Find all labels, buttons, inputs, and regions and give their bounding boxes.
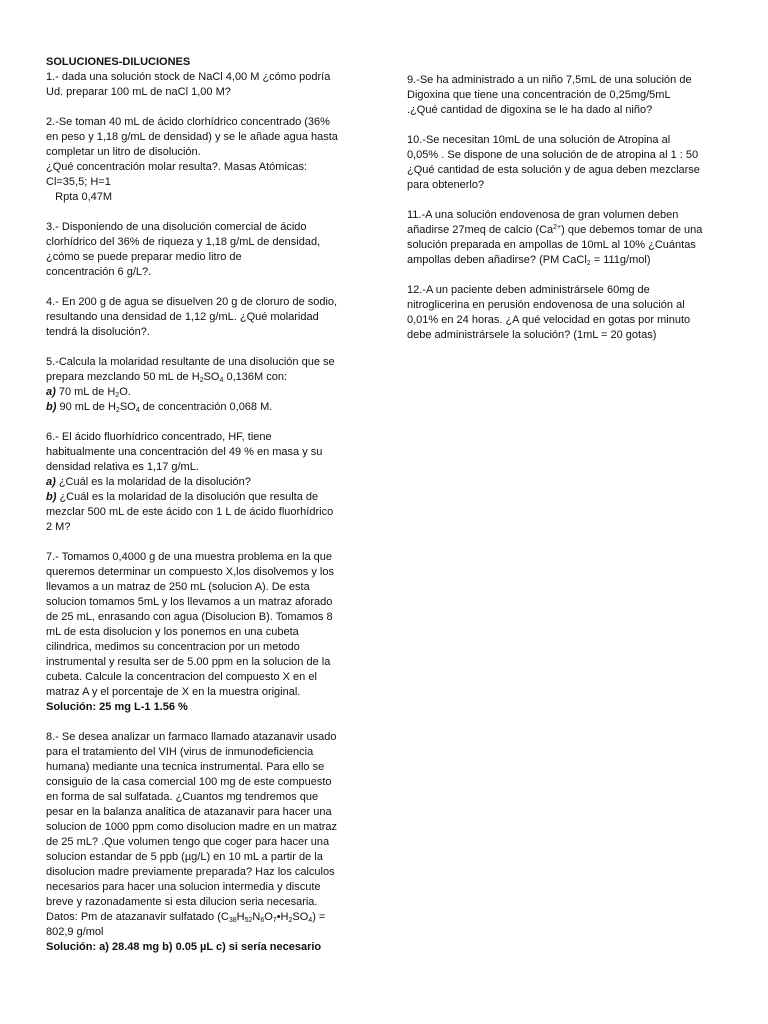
problem-line: densidad relativa es 1,17 g/mL. xyxy=(46,461,199,473)
datos-line: 802,9 g/mol xyxy=(46,926,104,938)
problem-line: matraz A y el porcentaje de X en la muestra original. xyxy=(46,686,301,698)
problem-line: 4.- En 200 g de agua se disuelven 20 g de cloruro de sodio, xyxy=(46,296,338,308)
problem-line: en peso y 1,18 g/mL de densidad) y se le añade agua hasta xyxy=(46,131,338,143)
problem-7 xyxy=(46,550,366,715)
problem-line: 2.-Se toman 40 mL de ácido clorhídrico concentrado (36% xyxy=(46,116,330,128)
problem-line: Ud. preparar 100 mL de naCl 1,00 M? xyxy=(46,86,231,98)
problem-line: instrumental y resulta ser de 5.00 ppm en la solucion de la xyxy=(46,656,331,668)
problem-line: mL de esta disolucion y los ponemos en una cubeta xyxy=(46,626,299,638)
problem-line: breve y razonadamente si esta dilucion seria necesaria. xyxy=(46,896,318,908)
solution-line: Solución: a) 28.48 mg b) 0.05 µL c) si sería necesario xyxy=(46,941,322,953)
problem-line: solucion estandar de 5 ppb (µg/L) en 10 mL a partir de la xyxy=(46,851,323,863)
problem-10 xyxy=(407,133,727,193)
problem-line: para el tratamiento del VIH (virus de inmunodeficiencia xyxy=(46,746,314,758)
problem-line: solucion tomamos 5mL y los llevamos a un matraz aforado xyxy=(46,596,333,608)
problem-line: para obtenerlo? xyxy=(407,179,485,191)
option-b: b) ¿Cuál es la molaridad de la disolución que resulta de xyxy=(46,491,319,503)
problem-line: prepara mezclando 50 mL de $H_2SO_4$ 0,136M con: xyxy=(46,371,287,384)
answer-line: Rpta 0,47M xyxy=(46,191,113,203)
problem-line: ampollas deben añadirse? (PM CaCl$_2$ = 111g/mol) xyxy=(407,254,651,267)
problem-line: llevamos a un matraz de 250 mL (solucion A). De esta xyxy=(46,581,310,593)
problem-line: 0,01% en 24 horas. ¿A qué velocidad en gotas por minuto xyxy=(407,314,691,326)
option-b: b) 90 mL de $H_2SO_4$ de concentración 0,068 M. xyxy=(46,401,273,414)
problem-4 xyxy=(46,295,366,340)
problem-line: necesarios para hacer una solucion intermedia y discute xyxy=(46,881,321,893)
problem-line: .¿Qué cantidad de digoxina se le ha dado al niño? xyxy=(407,104,653,116)
problem-9 xyxy=(407,73,727,118)
problem-line: Digoxina que tiene una concentración de 0,25mg/5mL xyxy=(407,89,671,101)
problem-8 xyxy=(46,730,366,955)
problem-line: ¿cómo se puede preparar medio litro de xyxy=(46,251,242,263)
problem-line: 2 M? xyxy=(46,521,71,533)
problem-line: pesar en la balanza analitica de atazanavir para hacer una xyxy=(46,806,332,818)
problem-line: 11.-A una solución endovenosa de gran volumen deben xyxy=(407,209,679,221)
problem-line: añadirse 27meq de calcio $(Ca^{2+})$ que debemos tomar de una xyxy=(407,224,703,236)
right-column xyxy=(407,73,727,343)
problem-line: 12.-A un paciente deben administrársele 60mg de xyxy=(407,284,650,296)
problem-3 xyxy=(46,220,366,280)
solution-line: Solución: 25 mg L-1 1.56 % xyxy=(46,701,188,713)
problem-line: solucion de 1000 ppm como disolucion madre en un matraz xyxy=(46,821,338,833)
problem-line: ¿Qué cantidad de esta solución y de agua deben mezclarse xyxy=(407,164,700,176)
datos-line: Datos: Pm de atazanavir sulfatado $(C_{38}H_{52}N_6O_7•H_2SO_4)$ = xyxy=(46,911,326,924)
problem-line: 7.- Tomamos 0,4000 g de una muestra problema en la que xyxy=(46,551,332,563)
problem-line: consiguio de la casa comercial 100 mg de este compuesto xyxy=(46,776,332,788)
left-column xyxy=(46,55,366,955)
problem-line: concentración 6 g/L?. xyxy=(46,266,152,278)
problem-line: queremos determinar un compuesto X,los disolvemos y los xyxy=(46,566,334,578)
problem-6 xyxy=(46,430,366,535)
problem-line: humana) mediante una tecnica instrumental. Para ello se xyxy=(46,761,325,773)
problem-line: debe administrársele la solución? (1mL = 20 gotas) xyxy=(407,329,657,341)
problem-line: habitualmente una concentración del 49 % en masa y su xyxy=(46,446,323,458)
problem-line: de 25 mL, enrasando con agua (Disolucion B). Tomamos 8 xyxy=(46,611,333,623)
problem-line: cubeta. Calcule la concentracion del compuesto X en el xyxy=(46,671,317,683)
problem-2 xyxy=(46,115,366,205)
problem-12 xyxy=(407,283,727,343)
document-title: SOLUCIONES-DILUCIONES xyxy=(46,56,191,68)
problem-line: Cl=35,5; H=1 xyxy=(46,176,111,188)
problem-line: cilindrica, medimos su concentracion por un metodo xyxy=(46,641,300,653)
problem-line: 6.- El ácido fluorhídrico concentrado, HF, tiene xyxy=(46,431,272,443)
problem-line: ¿Qué concentración molar resulta?. Masas Atómicas: xyxy=(46,161,308,173)
problem-line: solución preparada en ampollas de 10mL al 10% ¿Cuántas xyxy=(407,239,696,251)
problem-line: 10.-Se necesitan 10mL de una solución de Atropina al xyxy=(407,134,671,146)
option-a: a) 70 mL de $H_2O$. xyxy=(46,386,131,399)
problem-line: 5.-Calcula la molaridad resultante de una disolución que se xyxy=(46,356,335,368)
problem-5 xyxy=(46,355,366,415)
problem-line: 8.- Se desea analizar un farmaco llamado atazanavir usado xyxy=(46,731,337,743)
problem-line: 3.- Disponiendo de una disolución comercial de ácido xyxy=(46,221,307,233)
problem-1 xyxy=(46,70,366,100)
problem-line: de 25 mL? .Que volumen tengo que coger para hacer una xyxy=(46,836,330,848)
problem-11 xyxy=(407,208,727,268)
problem-line: 9.-Se ha administrado a un niño 7,5mL de una solución de xyxy=(407,74,692,86)
problem-line: resultando una densidad de 1,12 g/mL. ¿Qué molaridad xyxy=(46,311,319,323)
problem-line: tendrá la disolución?. xyxy=(46,326,150,338)
problem-line: mezclar 500 mL de este ácido con 1 L de ácido fluorhídrico xyxy=(46,506,334,518)
option-a: a) ¿Cuál es la molaridad de la disolución? xyxy=(46,476,251,488)
problem-line: completar un litro de disolución. xyxy=(46,146,201,158)
problem-line: clorhídrico del 36% de riqueza y 1,18 g/mL de densidad, xyxy=(46,236,321,248)
problem-line: 1.- dada una solución stock de NaCl 4,00 M ¿cómo podría xyxy=(46,71,331,83)
problem-line: 0,05% . Se dispone de una solución de de atropina al 1 : 50 xyxy=(407,149,699,161)
problem-line: en forma de sal sulfatada. ¿Cuantos mg tendremos que xyxy=(46,791,319,803)
problem-line: disolucion madre previamente preparada? Haz los calculos xyxy=(46,866,335,878)
problem-line: nitroglicerina en perusión endovenosa de una solución al xyxy=(407,299,685,311)
